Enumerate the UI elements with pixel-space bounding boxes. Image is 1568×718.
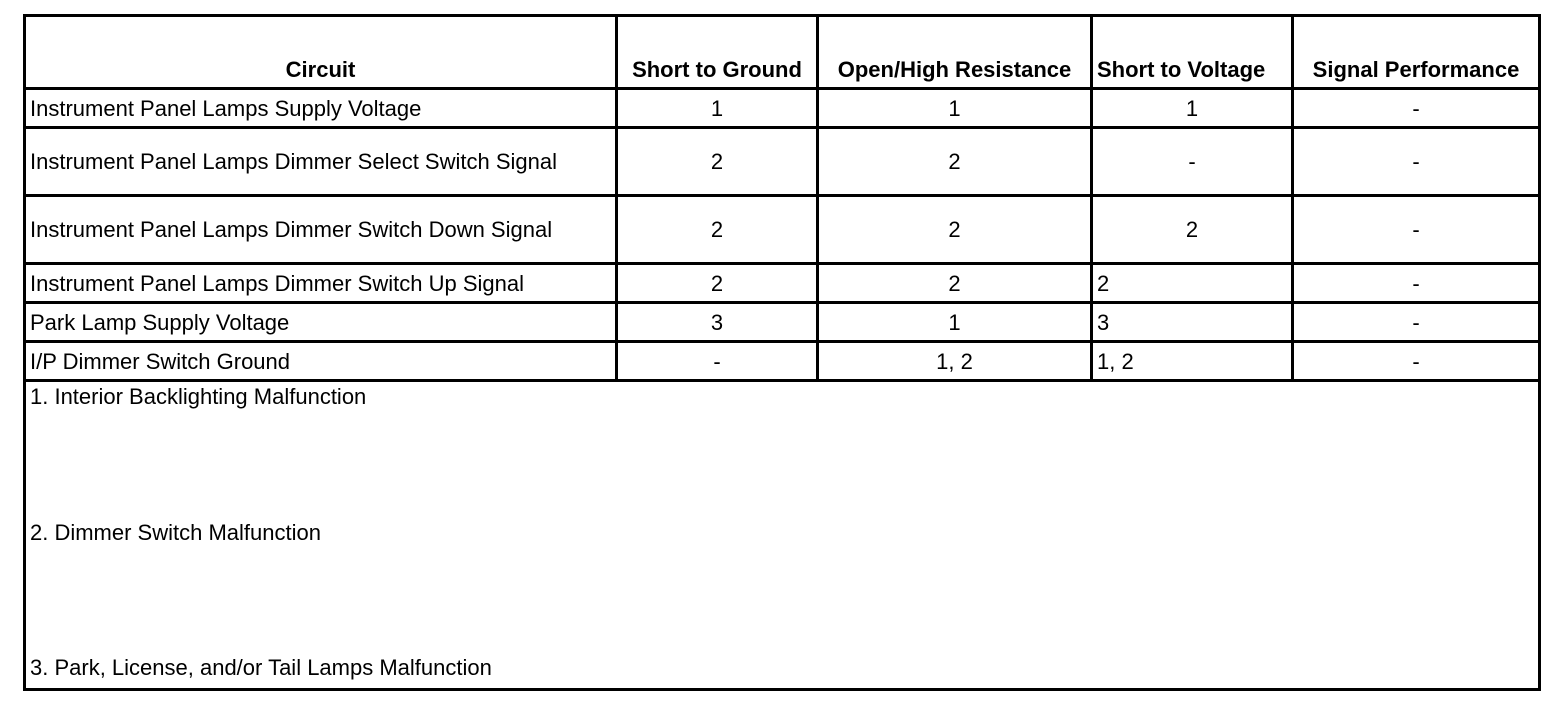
circuit-name: I/P Dimmer Switch Ground bbox=[25, 342, 617, 381]
signal-performance-value: - bbox=[1293, 89, 1540, 128]
header-open-high-resistance: Open/High Resistance bbox=[818, 16, 1092, 89]
short-to-ground-value: 2 bbox=[617, 264, 818, 303]
short-to-ground-value: 2 bbox=[617, 128, 818, 196]
open-high-resistance-value: 2 bbox=[818, 128, 1092, 196]
circuit-name: Instrument Panel Lamps Supply Voltage bbox=[25, 89, 617, 128]
short-to-voltage-value: 2 bbox=[1092, 264, 1293, 303]
table-body bbox=[25, 89, 1540, 690]
signal-performance-value: - bbox=[1293, 264, 1540, 303]
table-row bbox=[25, 196, 1540, 264]
note-item: 2. Dimmer Switch Malfunction bbox=[30, 520, 321, 545]
table-row bbox=[25, 128, 1540, 196]
note-item: 1. Interior Backlighting Malfunction bbox=[30, 384, 367, 409]
circuit-name: Park Lamp Supply Voltage bbox=[25, 303, 617, 342]
short-to-voltage-value: 1, 2 bbox=[1092, 342, 1293, 381]
header-circuit: Circuit bbox=[25, 16, 617, 89]
open-high-resistance-value: 1 bbox=[818, 303, 1092, 342]
header-short-to-voltage: Short to Voltage bbox=[1092, 16, 1293, 89]
notes-cell bbox=[25, 381, 1540, 690]
short-to-voltage-value: 3 bbox=[1092, 303, 1293, 342]
notes-row bbox=[25, 381, 1540, 690]
circuit-name: Instrument Panel Lamps Dimmer Select Switch Signal bbox=[25, 128, 617, 196]
circuit-name: Instrument Panel Lamps Dimmer Switch Up Signal bbox=[25, 264, 617, 303]
signal-performance-value: - bbox=[1293, 342, 1540, 381]
header-short-to-ground: Short to Ground bbox=[617, 16, 818, 89]
signal-performance-value: - bbox=[1293, 303, 1540, 342]
note-item: 3. Park, License, and/or Tail Lamps Malfunction bbox=[30, 655, 492, 680]
short-to-ground-value: 1 bbox=[617, 89, 818, 128]
signal-performance-value: - bbox=[1293, 196, 1540, 264]
table-row bbox=[25, 264, 1540, 303]
circuit-fault-table bbox=[23, 14, 1541, 691]
table-row bbox=[25, 303, 1540, 342]
short-to-voltage-value: 1 bbox=[1092, 89, 1293, 128]
open-high-resistance-value: 1 bbox=[818, 89, 1092, 128]
short-to-ground-value: 2 bbox=[617, 196, 818, 264]
open-high-resistance-value: 2 bbox=[818, 196, 1092, 264]
open-high-resistance-value: 1, 2 bbox=[818, 342, 1092, 381]
short-to-voltage-value: 2 bbox=[1092, 196, 1293, 264]
short-to-ground-value: 3 bbox=[617, 303, 818, 342]
header-row bbox=[25, 16, 1540, 89]
circuit-name: Instrument Panel Lamps Dimmer Switch Down Signal bbox=[25, 196, 617, 264]
header-signal-performance: Signal Performance bbox=[1293, 16, 1540, 89]
table-row bbox=[25, 89, 1540, 128]
short-to-voltage-value: - bbox=[1092, 128, 1293, 196]
short-to-ground-value: - bbox=[617, 342, 818, 381]
table-header bbox=[25, 16, 1540, 89]
open-high-resistance-value: 2 bbox=[818, 264, 1092, 303]
table-row bbox=[25, 342, 1540, 381]
signal-performance-value: - bbox=[1293, 128, 1540, 196]
